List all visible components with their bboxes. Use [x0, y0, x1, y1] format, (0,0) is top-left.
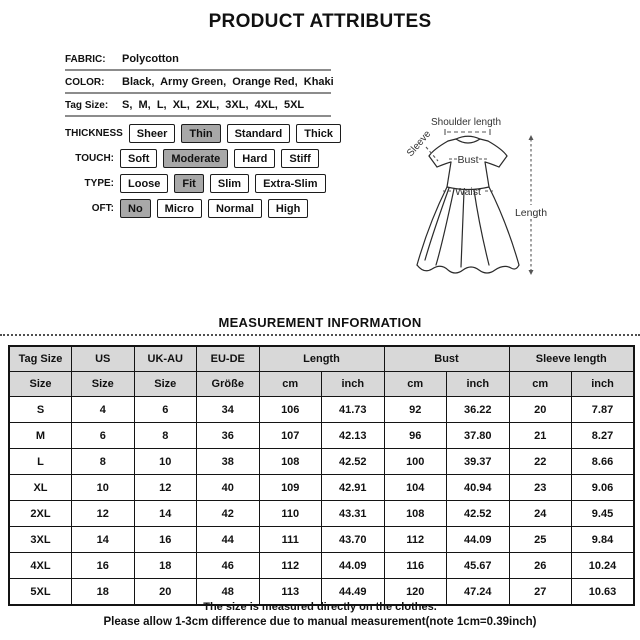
table-cell: 41.73 [322, 397, 385, 423]
page-title: PRODUCT ATTRIBUTES [208, 11, 432, 32]
table-cell: 25 [509, 527, 572, 553]
table-header-cell: cm [384, 372, 447, 397]
table-cell: 26 [509, 553, 572, 579]
table-cell: 8.66 [572, 449, 635, 475]
table-cell: 39.37 [447, 449, 510, 475]
divider [65, 69, 331, 71]
touch-row [65, 149, 331, 168]
table-cell: 8 [72, 449, 135, 475]
table-row [9, 501, 634, 527]
table-header-cell: cm [259, 372, 322, 397]
table-cell: 108 [259, 449, 322, 475]
table-cell: 21 [509, 423, 572, 449]
bust-label: Bust [457, 154, 479, 166]
table-cell: 43.31 [322, 501, 385, 527]
option-type-extra-slim[interactable]: Extra-Slim [255, 174, 325, 193]
table-cell: 46 [197, 553, 260, 579]
option-type-loose[interactable]: Loose [120, 174, 168, 193]
table-cell: M [9, 423, 72, 449]
table-cell: 10.63 [572, 579, 635, 606]
table-cell: 42.52 [447, 501, 510, 527]
option-oft-high[interactable]: High [268, 199, 308, 218]
table-cell: 96 [384, 423, 447, 449]
table-cell: 106 [259, 397, 322, 423]
divider [65, 115, 331, 117]
thickness-row [65, 124, 334, 143]
table-cell: 18 [134, 553, 197, 579]
table-cell: 113 [259, 579, 322, 606]
table-cell: 44.49 [322, 579, 385, 606]
table-header-row [9, 346, 634, 372]
table-cell: 111 [259, 527, 322, 553]
table-header-cell: Size [9, 372, 72, 397]
shoulder-length-label: Shoulder length [430, 117, 502, 128]
measurement-table [8, 345, 635, 606]
dress-diagram [400, 95, 640, 285]
table-cell: XL [9, 475, 72, 501]
table-cell: 108 [384, 501, 447, 527]
fabric-label: FABRIC: [65, 54, 106, 65]
table-cell: 22 [509, 449, 572, 475]
option-oft-micro[interactable]: Micro [157, 199, 202, 218]
table-header-cell: Bust [384, 346, 509, 372]
table-cell: 9.06 [572, 475, 635, 501]
table-header-cell: Tag Size [9, 346, 72, 372]
table-cell: 36.22 [447, 397, 510, 423]
option-touch-stiff[interactable]: Stiff [281, 149, 318, 168]
table-cell: 100 [384, 449, 447, 475]
table-cell: 16 [72, 553, 135, 579]
table-cell: 112 [259, 553, 322, 579]
option-thickness-standard[interactable]: Standard [227, 124, 291, 143]
table-row [9, 449, 634, 475]
table-cell: 34 [197, 397, 260, 423]
divider [65, 92, 331, 94]
table-cell: 6 [72, 423, 135, 449]
table-cell: 42.13 [322, 423, 385, 449]
table-cell: 116 [384, 553, 447, 579]
table-cell: 40.94 [447, 475, 510, 501]
table-cell: 92 [384, 397, 447, 423]
table-header-cell: US [72, 346, 135, 372]
option-thickness-thick[interactable]: Thick [296, 124, 341, 143]
table-cell: 10.24 [572, 553, 635, 579]
color-value: Black, Army Green, Orange Red, Khaki [122, 76, 334, 88]
table-cell: 44.09 [322, 553, 385, 579]
table-cell: 9.45 [572, 501, 635, 527]
sleeve-label: Sleeve [404, 128, 434, 159]
table-cell: 107 [259, 423, 322, 449]
table-cell: 16 [134, 527, 197, 553]
table-cell: 10 [72, 475, 135, 501]
footnote-measured: The size is measured directly on the clothes. [203, 601, 437, 613]
table-header-cell: Größe [197, 372, 260, 397]
color-label: COLOR: [65, 77, 105, 88]
option-type-slim[interactable]: Slim [210, 174, 249, 193]
oft-row [65, 199, 331, 218]
option-type-fit[interactable]: Fit [174, 174, 203, 193]
table-cell: 36 [197, 423, 260, 449]
table-cell: 6 [134, 397, 197, 423]
table-header-cell: Sleeve length [509, 346, 634, 372]
touch-label: TOUCH: [75, 153, 114, 164]
table-cell: 44.09 [447, 527, 510, 553]
table-cell: 23 [509, 475, 572, 501]
tag-size-label: Tag Size: [65, 100, 109, 111]
table-cell: 5XL [9, 579, 72, 606]
table-cell: 38 [197, 449, 260, 475]
table-row [9, 475, 634, 501]
table-cell: 14 [134, 501, 197, 527]
tag-size-value: S, M, L, XL, 2XL, 3XL, 4XL, 5XL [122, 99, 305, 111]
oft-label: OFT: [91, 203, 114, 214]
table-cell: S [9, 397, 72, 423]
table-cell: 43.70 [322, 527, 385, 553]
measurement-title: MEASUREMENT INFORMATION [218, 315, 422, 330]
table-cell: 8.27 [572, 423, 635, 449]
table-cell: 20 [134, 579, 197, 606]
table-cell: 110 [259, 501, 322, 527]
option-thickness-thin[interactable]: Thin [181, 124, 220, 143]
footnote-tolerance: Please allow 1-3cm difference due to manual measurement(note 1cm=0.39inch) [103, 616, 537, 628]
table-cell: 9.84 [572, 527, 635, 553]
table-header-cell: inch [447, 372, 510, 397]
table-cell: 45.67 [447, 553, 510, 579]
table-cell: 109 [259, 475, 322, 501]
table-header-cell: cm [509, 372, 572, 397]
table-row [9, 527, 634, 553]
waist-label: Waist [455, 186, 481, 198]
table-cell: 40 [197, 475, 260, 501]
tag-size-row [65, 98, 331, 112]
color-row [65, 75, 334, 89]
table-cell: 48 [197, 579, 260, 606]
table-cell: 27 [509, 579, 572, 606]
table-cell: 2XL [9, 501, 72, 527]
table-subheader-row [9, 372, 634, 397]
option-oft-no[interactable]: No [120, 199, 151, 218]
table-header-cell: inch [572, 372, 635, 397]
option-oft-normal[interactable]: Normal [208, 199, 262, 218]
table-cell: 12 [72, 501, 135, 527]
table-cell: 3XL [9, 527, 72, 553]
table-row [9, 553, 634, 579]
thickness-label: THICKNESS [65, 128, 123, 139]
table-cell: 42.91 [322, 475, 385, 501]
table-cell: 24 [509, 501, 572, 527]
table-cell: 42 [197, 501, 260, 527]
table-row [9, 423, 634, 449]
table-header-cell: Size [72, 372, 135, 397]
table-cell: 20 [509, 397, 572, 423]
table-header-cell: inch [322, 372, 385, 397]
table-cell: 10 [134, 449, 197, 475]
table-cell: 4 [72, 397, 135, 423]
type-row [65, 174, 331, 193]
option-touch-hard[interactable]: Hard [234, 149, 275, 168]
table-cell: 14 [72, 527, 135, 553]
table-cell: 18 [72, 579, 135, 606]
table-cell: 112 [384, 527, 447, 553]
table-header-cell: UK-AU [134, 346, 197, 372]
table-header-cell: Length [259, 346, 384, 372]
table-cell: L [9, 449, 72, 475]
table-header-cell: Size [134, 372, 197, 397]
table-cell: 47.24 [447, 579, 510, 606]
fabric-row [65, 52, 331, 66]
table-cell: 7.87 [572, 397, 635, 423]
table-cell: 12 [134, 475, 197, 501]
dotted-divider [0, 334, 640, 336]
option-thickness-sheer[interactable]: Sheer [129, 124, 176, 143]
attributes-section [65, 52, 334, 224]
table-cell: 37.80 [447, 423, 510, 449]
table-row [9, 397, 634, 423]
table-cell: 120 [384, 579, 447, 606]
table-cell: 4XL [9, 553, 72, 579]
type-label: TYPE: [84, 178, 114, 189]
table-header-cell: EU-DE [197, 346, 260, 372]
table-cell: 8 [134, 423, 197, 449]
length-label: Length [514, 207, 548, 219]
table-cell: 104 [384, 475, 447, 501]
option-touch-moderate[interactable]: Moderate [163, 149, 228, 168]
table-cell: 42.52 [322, 449, 385, 475]
option-touch-soft[interactable]: Soft [120, 149, 157, 168]
fabric-value: Polycotton [122, 53, 179, 65]
table-cell: 44 [197, 527, 260, 553]
